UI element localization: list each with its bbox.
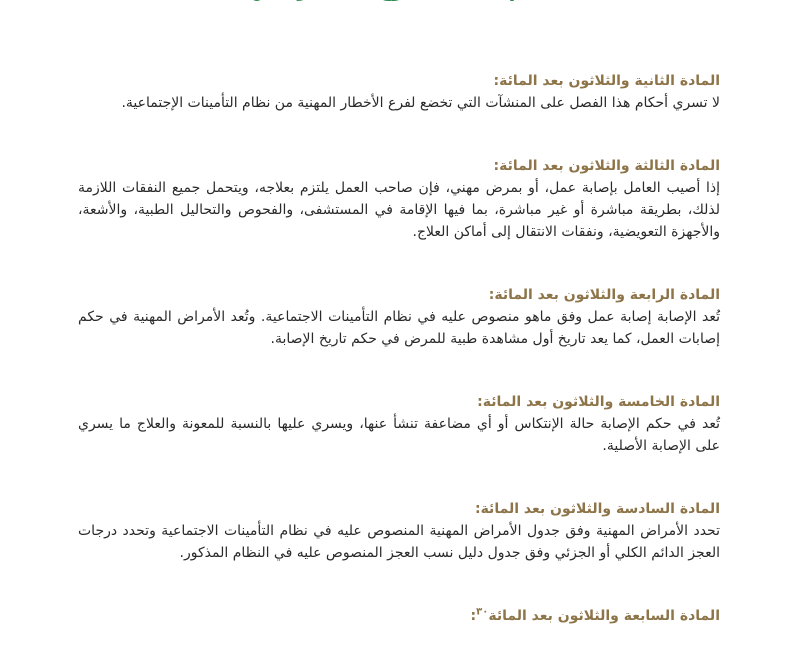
- article-body: إذا أصيب العامل بإصابة عمل، أو بمرض مهني، فإن صاحب العمل يلتزم بعلاجه، ويتحمل جميع النفقات اللازمة لذلك، بطريقة مباشرة أو غير مباشرة، بما فيها الإقامة في المستشفى، والفحوص والتحاليل الطبية، والأشعة، والأجهزة التعويضية، ونفقات الانتقال إلى أماكن العلاج.: [78, 180, 720, 240]
- article-title: المادة الثانية والثلاثون بعد المائة:: [493, 73, 720, 89]
- page-heading: [0, 0, 800, 4]
- article-title-colon: :: [470, 608, 477, 624]
- article-134: [78, 284, 720, 350]
- article-body: تُعد الإصابة إصابة عمل وفق ماهو منصوص عليه في نظام التأمينات الاجتماعية. وتُعد الأمراض المهنية في حكم إصابات العمل، كما يعد تاريخ أول مشاهدة طبية للمرض في حكم تاريخ الإصابة.: [78, 309, 720, 347]
- article-body: تحدد الأمراض المهنية وفق جدول الأمراض المهنية المنصوص عليه في نظام التأمينات الاجتماعية وتحدد درجات العجز الدائم الكلي أو الجزئي وفق جدول دليل نسب العجز المنصوص عليه في النظام المذكور.: [78, 523, 720, 561]
- article-body: تُعد في حكم الإصابة حالة الإنتكاس أو أي مضاعفة تنشأ عنها، ويسري عليها بالنسبة للمعونة والعلاج ما يسري على الإصابة الأصلية.: [78, 416, 720, 454]
- article-135: [78, 391, 720, 457]
- footnote-reference[interactable]: ٣٠: [476, 606, 489, 618]
- article-title: المادة السادسة والثلاثون بعد المائة:: [474, 501, 720, 517]
- document-page: [78, 70, 720, 668]
- article-137: [78, 605, 720, 627]
- article-title: المادة الخامسة والثلاثون بعد المائة:: [477, 394, 720, 410]
- article-133: [78, 155, 720, 243]
- article-title: المادة الرابعة والثلاثون بعد المائة:: [488, 287, 720, 303]
- article-title: المادة الثالثة والثلاثون بعد المائة:: [493, 158, 720, 174]
- article-title-text: المادة السابعة والثلاثون بعد المائة: [488, 608, 720, 624]
- article-136: [78, 498, 720, 564]
- article-title: [78, 605, 720, 627]
- article-body: لا تسري أحكام هذا الفصل على المنشآت التي تخضع لفرع الأخطار المهنية من نظام التأمينات الإجتماعية.: [121, 95, 720, 111]
- article-132: [78, 70, 720, 114]
